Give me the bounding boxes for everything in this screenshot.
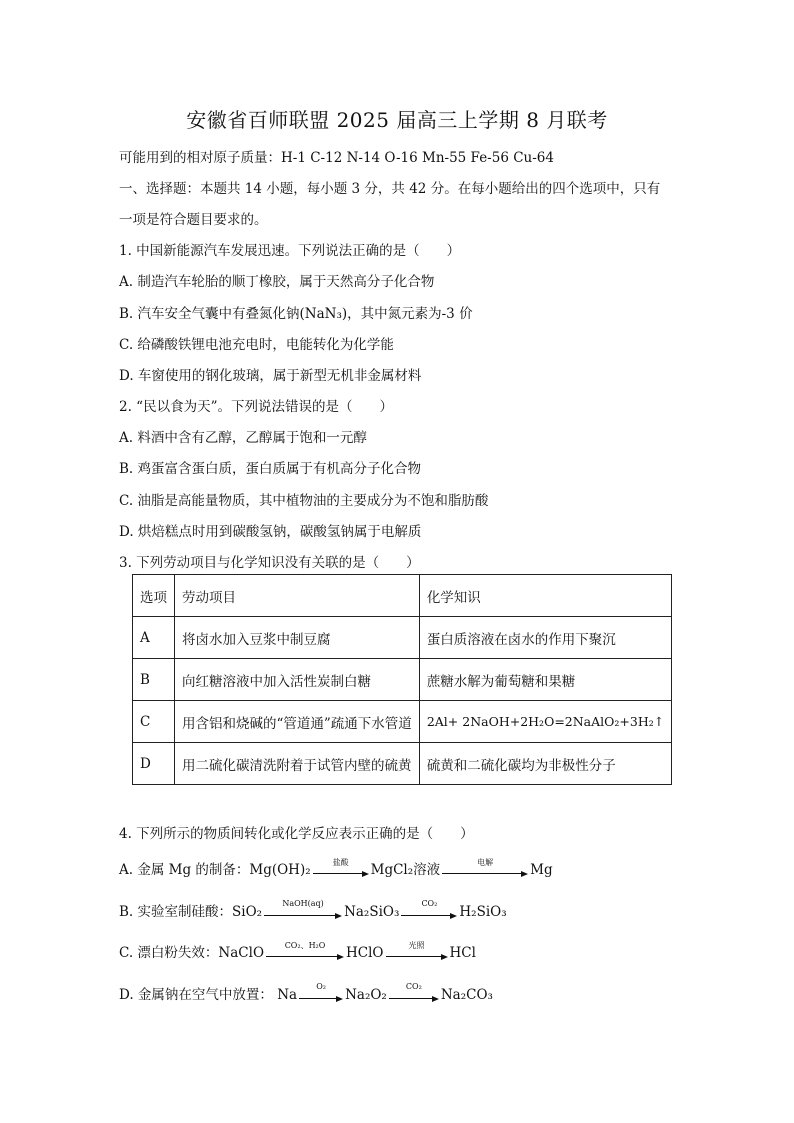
- table-header-cell: 劳动项目: [175, 575, 420, 617]
- reaction-arrow: [264, 899, 342, 920]
- reaction-arrow: [442, 858, 528, 878]
- question-2-option-c: C. 油脂是高能量物质，其中植物油的主要成分为不饱和脂肪酸: [119, 493, 489, 509]
- question-4-option-d: [119, 983, 493, 1003]
- table-cell: B: [133, 659, 175, 701]
- reaction-text: A. 金属 Mg 的制备：Mg(OH)₂: [119, 862, 311, 878]
- table-row: [133, 659, 672, 701]
- reaction-arrow: [401, 899, 457, 920]
- reaction-text: HCl: [449, 945, 476, 961]
- table-cell: 蛋白质溶液在卤水的作用下聚沉: [419, 617, 671, 659]
- question-4-option-b: [119, 900, 507, 920]
- reaction-arrow: [299, 982, 343, 1003]
- question-4-option-a: [119, 858, 553, 878]
- question-4-stem: 4. 下列所示的物质间转化或化学反应表示正确的是（ ）: [119, 826, 474, 842]
- table-cell: 用二硫化碳清洗附着于试管内壁的硫黄: [175, 743, 420, 785]
- reaction-arrow: [313, 858, 369, 878]
- arrow-condition: 光照: [408, 941, 425, 950]
- question-2-option-d: D. 烘焙糕点时用到碳酸氢钠，碳酸氢钠属于电解质: [119, 524, 422, 540]
- question-1-stem: 1. 中国新能源汽车发展迅速。下列说法正确的是（ ）: [119, 243, 461, 259]
- table-cell: 硫黄和二硫化碳均为非极性分子: [419, 743, 671, 785]
- reaction-text: Na₂O₂: [345, 987, 387, 1003]
- table-cell: A: [133, 617, 175, 659]
- arrow-condition: NaOH(aq): [282, 899, 324, 908]
- reaction-text: Na₂CO₃: [440, 987, 493, 1003]
- reaction-text: MgCl₂溶液: [370, 862, 441, 878]
- reaction-arrow: [266, 941, 344, 961]
- table-row: [133, 701, 672, 743]
- reaction-arrow: [389, 982, 439, 1003]
- section-instructions-line-1: 一、选择题：本题共 14 小题，每小题 3 分，共 42 分。在每小题给出的四个选项中，只有: [119, 181, 661, 197]
- reaction-arrow: [386, 941, 448, 961]
- question-2-option-b: B. 鸡蛋富含蛋白质，蛋白质属于有机高分子化合物: [119, 461, 422, 477]
- reaction-text: D. 金属钠在空气中放置： Na: [119, 987, 298, 1003]
- question-2-option-a: A. 料酒中含有乙醇，乙醇属于饱和一元醇: [119, 430, 367, 446]
- table-cell: 蔗糖水解为葡萄糖和果糖: [419, 659, 671, 701]
- reaction-text: C. 漂白粉失效：NaClO: [119, 945, 265, 961]
- table-cell: D: [133, 743, 175, 785]
- question-1-option-a: A. 制造汽车轮胎的顺丁橡胶，属于天然高分子化合物: [119, 274, 435, 290]
- atomic-masses: 可能用到的相对原子质量：H-1 C-12 N-14 O-16 Mn-55 Fe-56 Cu-64: [119, 150, 554, 166]
- reaction-text: H₂SiO₃: [459, 904, 507, 920]
- table-header-row: [133, 575, 672, 617]
- section-instructions-line-2: 一项是符合题目要求的。: [119, 212, 268, 228]
- question-3-stem: 3. 下列劳动项目与化学知识没有关联的是（ ）: [119, 555, 420, 571]
- arrow-condition: CO₂: [405, 982, 422, 991]
- question-1-option-b: B. 汽车安全气囊中有叠氮化钠(NaN₃)，其中氮元素为-3 价: [119, 306, 473, 322]
- table-header-cell: 化学知识: [419, 575, 671, 617]
- question-2-stem: 2. “民以食为天”。下列说法错误的是（ ）: [119, 399, 393, 415]
- table-row: [133, 617, 672, 659]
- arrow-condition: 电解: [477, 858, 494, 867]
- arrow-condition: CO₂、H₂O: [284, 941, 326, 950]
- table-cell: 用含铝和烧碱的“管道通”疏通下水管道: [175, 701, 420, 743]
- reaction-text: HClO: [346, 945, 384, 961]
- table-cell: 向红糖溶液中加入活性炭制白糖: [175, 659, 420, 701]
- arrow-condition: 盐酸: [332, 858, 349, 867]
- question-3-table: [132, 574, 672, 785]
- table-cell: 将卤水加入豆浆中制豆腐: [175, 617, 420, 659]
- question-4-option-c: [119, 941, 476, 961]
- table-cell: C: [133, 701, 175, 743]
- table-cell: 2Al+ 2NaOH+2H₂O=2NaAlO₂+3H₂↑: [419, 701, 671, 743]
- reaction-text: B. 实验室制硅酸：SiO₂: [119, 904, 263, 920]
- table-row: [133, 743, 672, 785]
- reaction-text: Mg: [530, 862, 553, 878]
- table-header-cell: 选项: [133, 575, 175, 617]
- page-title: 安徽省百师联盟 2025 届高三上学期 8 月联考: [186, 108, 608, 132]
- reaction-text: Na₂SiO₃: [344, 904, 400, 920]
- question-1-option-c: C. 给磷酸铁锂电池充电时，电能转化为化学能: [119, 337, 394, 353]
- arrow-condition: O₂: [316, 982, 326, 991]
- arrow-condition: CO₂: [421, 899, 438, 908]
- question-1-option-d: D. 车窗使用的钢化玻璃，属于新型无机非金属材料: [119, 368, 422, 384]
